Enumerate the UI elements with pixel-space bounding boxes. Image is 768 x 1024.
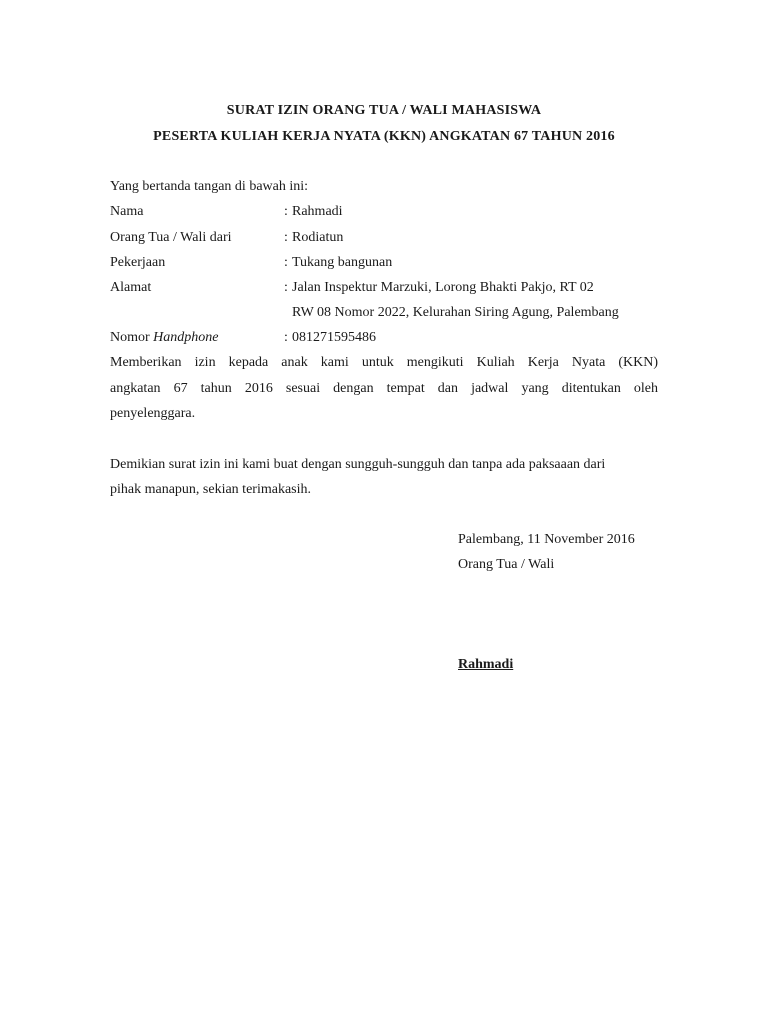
field-alamat-label: Alamat bbox=[110, 280, 152, 295]
field-wali-value: Rodiatun bbox=[292, 230, 344, 245]
field-pekerjaan-label: Pekerjaan bbox=[110, 255, 166, 270]
field-handphone-label bbox=[110, 330, 219, 346]
paragraph-1-line-3: penyelenggara. bbox=[110, 406, 196, 421]
letter-title: SURAT IZIN ORANG TUA / WALI MAHASISWA bbox=[226, 103, 542, 118]
paragraph-1-line-1: Memberikan izin kepada anak kami untuk mengikuti Kuliah Kerja Nyata (KKN) bbox=[110, 355, 658, 370]
field-handphone-colon: : bbox=[284, 330, 288, 345]
field-handphone-label-italic: Handphone bbox=[153, 330, 219, 345]
field-pekerjaan-value: Tukang bangunan bbox=[292, 255, 393, 270]
signature-role: Orang Tua / Wali bbox=[458, 557, 555, 572]
field-nama-value: Rahmadi bbox=[292, 204, 343, 219]
field-nama-colon: : bbox=[284, 204, 288, 219]
field-pekerjaan-colon: : bbox=[284, 255, 288, 270]
paragraph-2-line-1: Demikian surat izin ini kami buat dengan sungguh-sungguh dan tanpa ada paksaaan dari bbox=[110, 457, 606, 472]
intro-text: Yang bertanda tangan di bawah ini: bbox=[110, 179, 309, 194]
field-handphone-label-prefix: Nomor bbox=[110, 330, 150, 345]
field-nama-label: Nama bbox=[110, 204, 144, 219]
field-wali-label: Orang Tua / Wali dari bbox=[110, 230, 232, 245]
field-alamat-value-line-2: RW 08 Nomor 2022, Kelurahan Siring Agung, Palembang bbox=[292, 305, 619, 320]
field-alamat-value-line-1: Jalan Inspektur Marzuki, Lorong Bhakti Pakjo, RT 02 bbox=[292, 280, 594, 295]
signature-place-date: Palembang, 11 November 2016 bbox=[458, 532, 635, 547]
letter-subtitle: PESERTA KULIAH KERJA NYATA (KKN) ANGKATAN 67 TAHUN 2016 bbox=[153, 129, 615, 144]
field-wali-colon: : bbox=[284, 230, 288, 245]
paragraph-1-line-2: angkatan 67 tahun 2016 sesuai dengan tempat dan jadwal yang ditentukan oleh bbox=[110, 381, 658, 396]
field-handphone-value: 081271595486 bbox=[292, 330, 376, 345]
signature-name: Rahmadi bbox=[458, 657, 514, 672]
paragraph-2-line-2: pihak manapun, sekian terimakasih. bbox=[110, 482, 311, 497]
field-alamat-colon: : bbox=[284, 280, 288, 295]
